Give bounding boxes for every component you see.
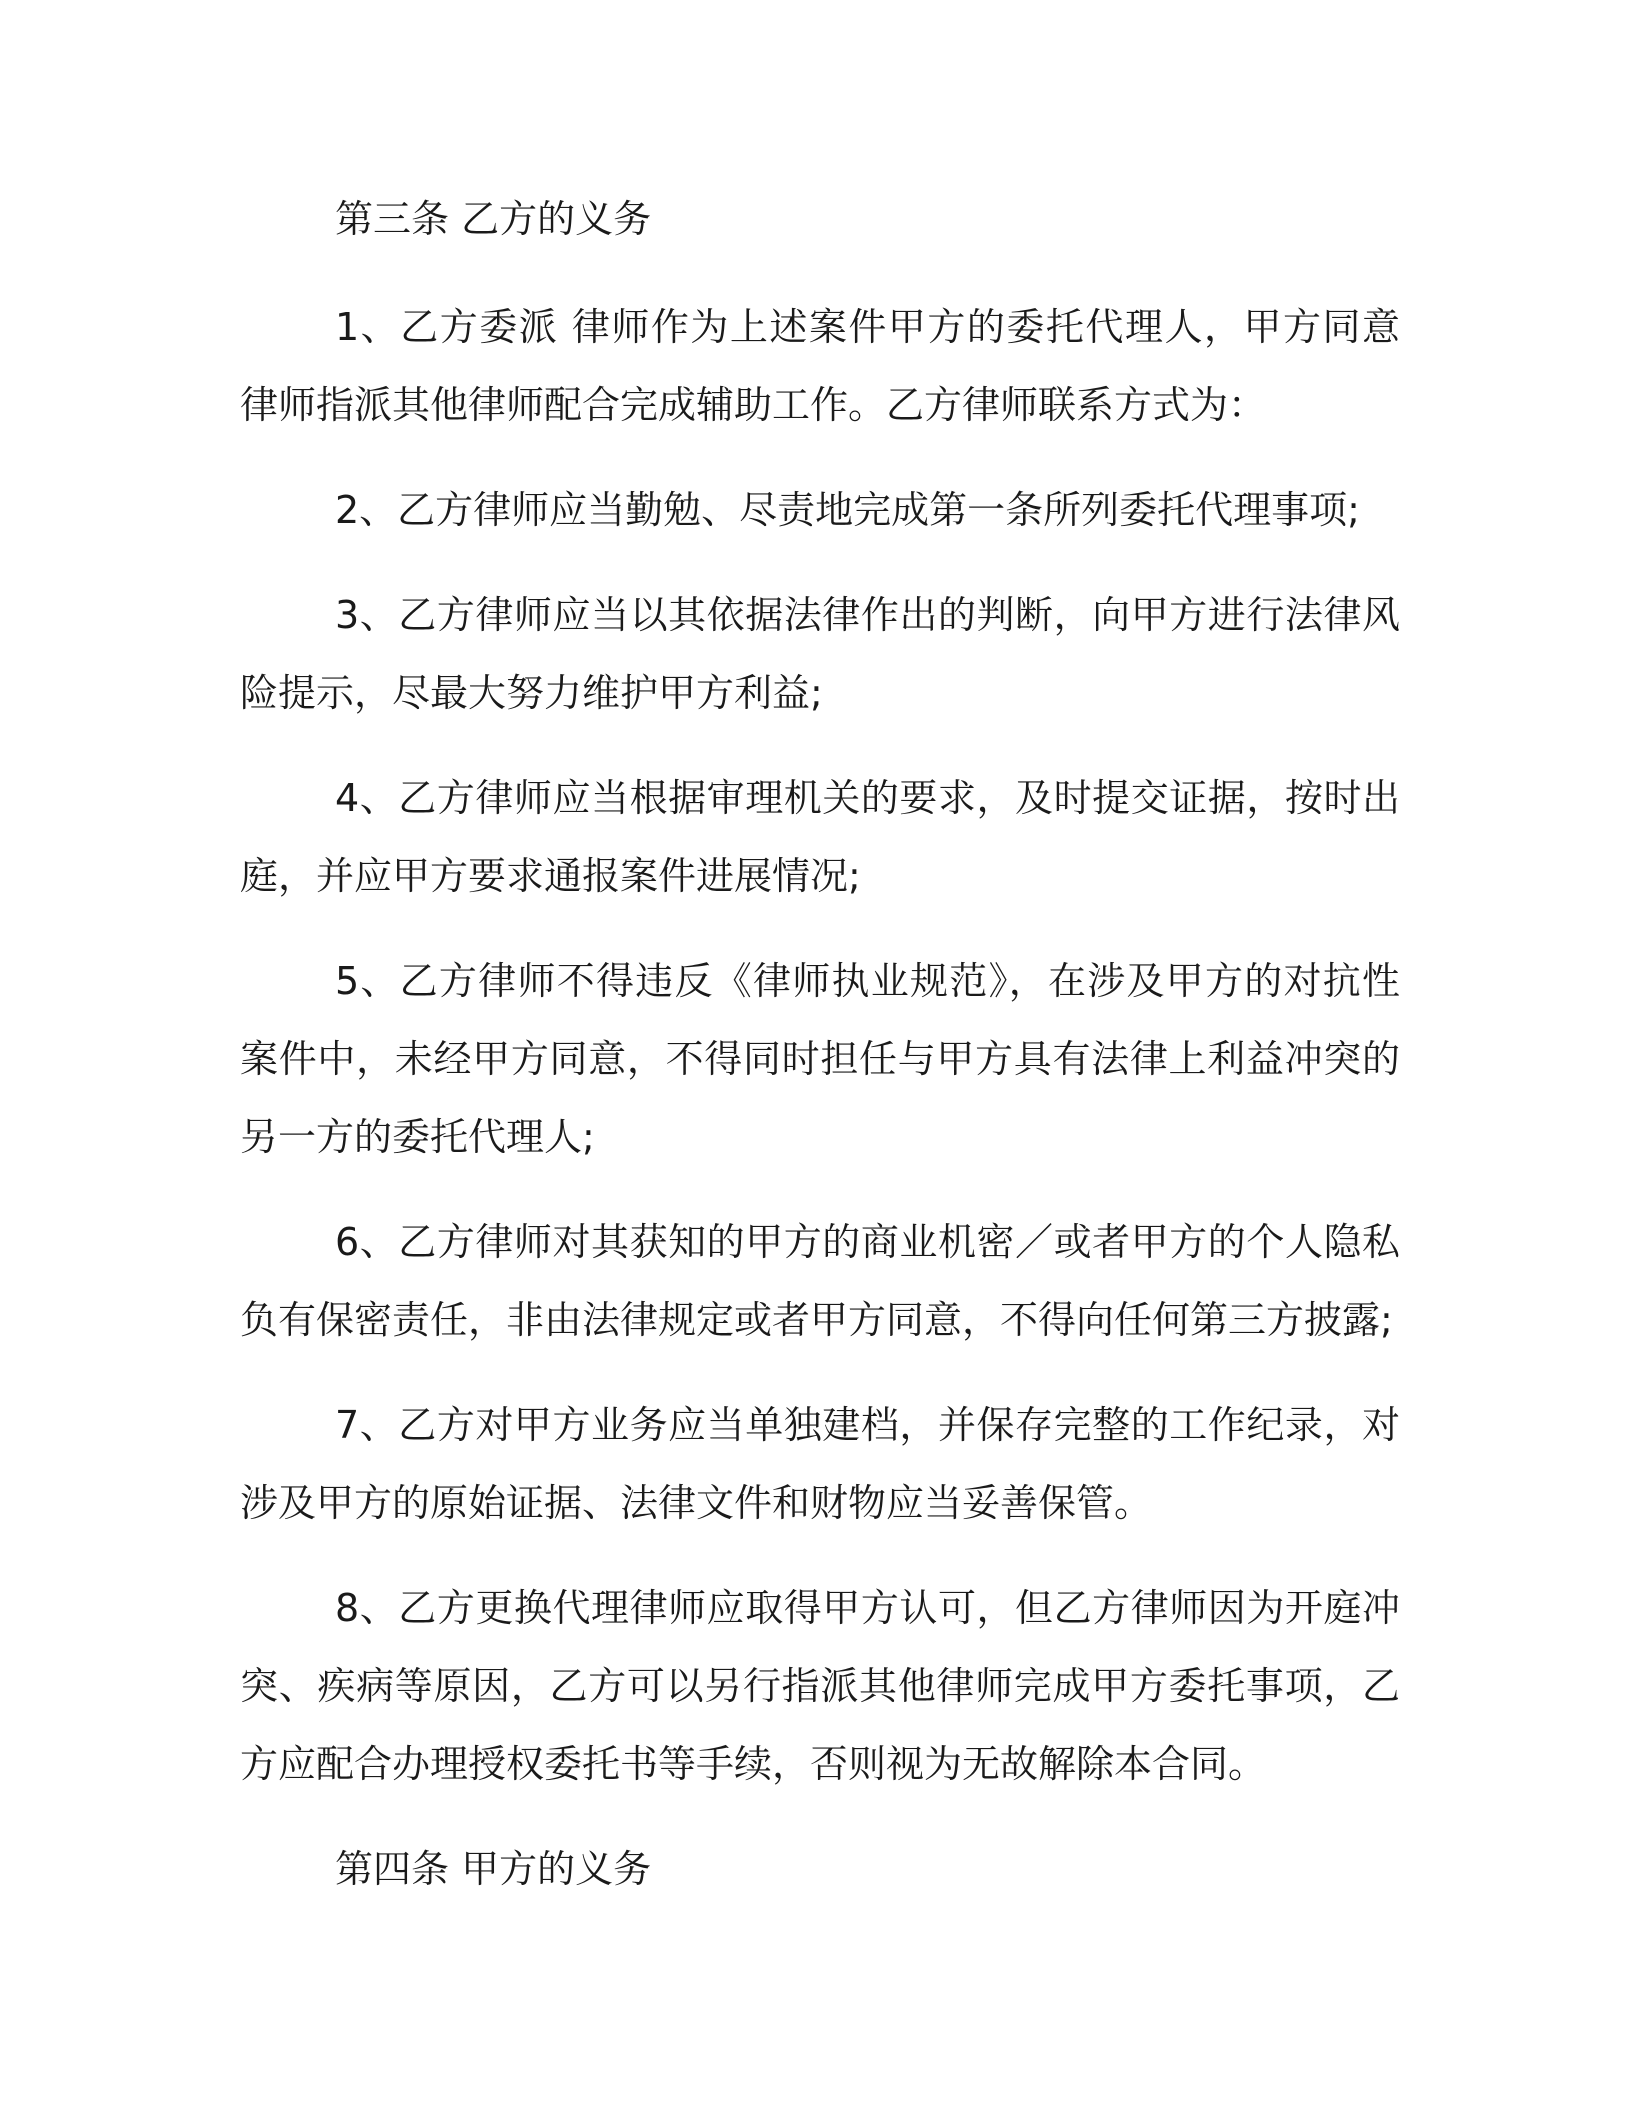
paragraph-item-4: 4、乙方律师应当根据审理机关的要求，及时提交证据，按时出庭，并应甲方要求通报案件进展情况;	[240, 776, 1400, 898]
paragraph-item-3: 3、乙方律师应当以其依据法律作出的判断，向甲方进行法律风险提示，尽最大努力维护甲方利益;	[240, 593, 1400, 715]
paragraph-item-7: 7、乙方对甲方业务应当单独建档，并保存完整的工作纪录，对涉及甲方的原始证据、法律文件和财物应当妥善保管。	[240, 1403, 1400, 1525]
paragraph-item-1: 1、乙方委派 律师作为上述案件甲方的委托代理人，甲方同意 律师指派其他律师配合完成辅助工作。乙方律师联系方式为：	[240, 305, 1400, 427]
document-body	[240, 180, 1400, 1908]
paragraph-item-5: 5、乙方律师不得违反《律师执业规范》，在涉及甲方的对抗性案件中，未经甲方同意，不得同时担任与甲方具有法律上利益冲突的另一方的委托代理人;	[240, 959, 1400, 1159]
article-4-heading: 第四条 甲方的义务	[335, 1847, 652, 1891]
article-3-heading: 第三条 乙方的义务	[335, 197, 652, 241]
paragraph-item-6: 6、乙方律师对其获知的甲方的商业机密／或者甲方的个人隐私负有保密责任，非由法律规定或者甲方同意，不得向任何第三方披露;	[240, 1220, 1400, 1342]
paragraph-item-8: 8、乙方更换代理律师应取得甲方认可，但乙方律师因为开庭冲突、疾病等原因，乙方可以另行指派其他律师完成甲方委托事项，乙方应配合办理授权委托书等手续，否则视为无故解除本合同。	[240, 1586, 1400, 1786]
paragraph-item-2: 2、乙方律师应当勤勉、尽责地完成第一条所列委托代理事项;	[335, 488, 1360, 532]
